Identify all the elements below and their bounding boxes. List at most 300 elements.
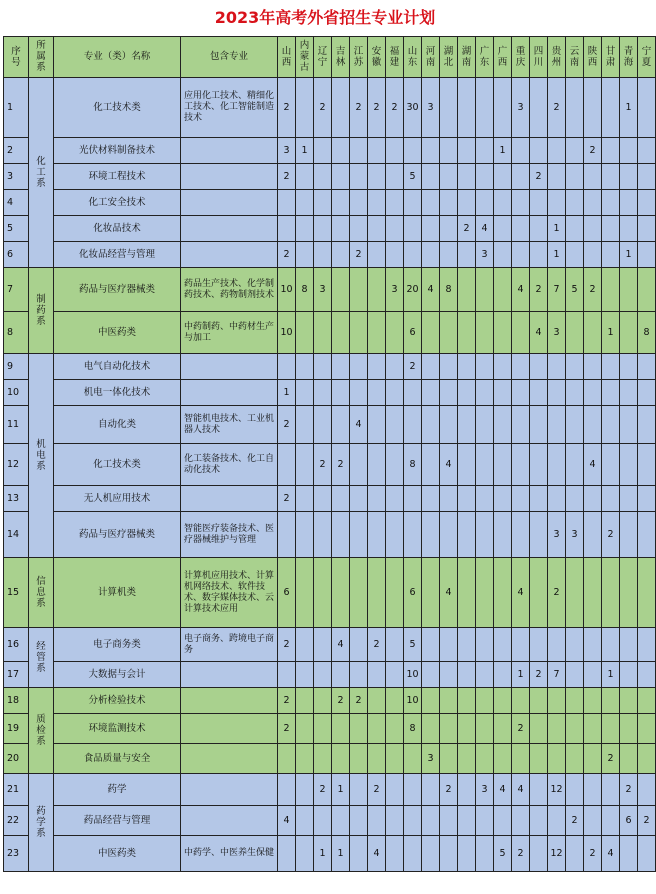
quota-cell <box>368 512 386 558</box>
quota-cell <box>296 406 314 444</box>
quota-cell <box>566 242 584 268</box>
header-seq <box>4 37 29 78</box>
quota-cell <box>584 688 602 714</box>
quota-cell: 10 <box>404 688 422 714</box>
header-province <box>620 37 638 78</box>
quota-cell <box>512 806 530 836</box>
quota-cell <box>620 354 638 380</box>
quota-cell <box>512 354 530 380</box>
quota-cell <box>350 486 368 512</box>
quota-cell <box>440 512 458 558</box>
row-includes <box>181 190 278 216</box>
quota-cell: 6 <box>278 558 296 628</box>
quota-cell <box>638 486 656 512</box>
quota-cell <box>422 774 440 806</box>
quota-cell: 3 <box>314 268 332 312</box>
quota-cell <box>332 558 350 628</box>
quota-cell <box>404 380 422 406</box>
quota-cell <box>368 164 386 190</box>
quota-cell <box>296 806 314 836</box>
row-includes: 电子商务、跨境电子商务 <box>181 628 278 662</box>
quota-cell <box>476 268 494 312</box>
quota-cell <box>404 138 422 164</box>
quota-cell: 1 <box>620 78 638 138</box>
dept-cell <box>29 558 54 628</box>
quota-cell: 4 <box>332 628 350 662</box>
vertical-text: 山西 <box>281 45 292 68</box>
table-row <box>4 138 656 164</box>
quota-cell <box>332 512 350 558</box>
table-row <box>4 242 656 268</box>
header-province <box>548 37 566 78</box>
quota-cell <box>422 714 440 744</box>
quota-cell <box>620 688 638 714</box>
quota-cell <box>332 164 350 190</box>
quota-cell <box>314 688 332 714</box>
quota-cell <box>386 662 404 688</box>
quota-cell <box>350 268 368 312</box>
quota-cell: 7 <box>548 268 566 312</box>
header-province <box>458 37 476 78</box>
table-row <box>4 714 656 744</box>
quota-cell: 30 <box>404 78 422 138</box>
dept-cell <box>29 688 54 774</box>
quota-cell: 3 <box>386 268 404 312</box>
quota-cell <box>584 486 602 512</box>
quota-cell: 1 <box>620 242 638 268</box>
quota-cell <box>332 138 350 164</box>
quota-cell <box>332 714 350 744</box>
quota-cell <box>296 242 314 268</box>
quota-cell <box>458 354 476 380</box>
quota-cell <box>566 774 584 806</box>
quota-cell <box>548 688 566 714</box>
quota-cell: 2 <box>458 216 476 242</box>
quota-cell: 2 <box>278 242 296 268</box>
quota-cell <box>566 714 584 744</box>
quota-cell <box>386 138 404 164</box>
quota-cell <box>404 744 422 774</box>
quota-cell <box>530 512 548 558</box>
quota-cell <box>512 744 530 774</box>
quota-cell: 2 <box>638 806 656 836</box>
table-row <box>4 774 656 806</box>
quota-cell <box>566 164 584 190</box>
quota-cell <box>530 774 548 806</box>
quota-cell <box>440 312 458 354</box>
quota-cell <box>332 312 350 354</box>
quota-cell <box>638 836 656 872</box>
quota-cell <box>368 558 386 628</box>
quota-cell <box>638 406 656 444</box>
quota-cell <box>566 628 584 662</box>
row-major: 电气自动化技术 <box>54 354 181 380</box>
quota-cell: 4 <box>368 836 386 872</box>
quota-cell <box>440 190 458 216</box>
quota-cell <box>494 744 512 774</box>
vertical-text: 贵州 <box>551 45 562 68</box>
header-province <box>602 37 620 78</box>
row-seq: 1 <box>4 78 29 138</box>
quota-cell <box>476 714 494 744</box>
quota-cell <box>314 662 332 688</box>
quota-cell <box>440 486 458 512</box>
quota-cell: 1 <box>332 774 350 806</box>
quota-cell <box>548 806 566 836</box>
quota-cell <box>512 380 530 406</box>
quota-cell <box>296 444 314 486</box>
row-includes <box>181 138 278 164</box>
quota-cell: 4 <box>476 216 494 242</box>
table-row <box>4 662 656 688</box>
quota-cell: 2 <box>278 628 296 662</box>
row-major: 化妆品经营与管理 <box>54 242 181 268</box>
row-seq: 3 <box>4 164 29 190</box>
quota-cell <box>458 406 476 444</box>
header-province <box>386 37 404 78</box>
row-major: 药学 <box>54 774 181 806</box>
quota-cell <box>638 628 656 662</box>
quota-cell <box>404 512 422 558</box>
quota-cell <box>566 486 584 512</box>
quota-cell <box>332 78 350 138</box>
quota-cell <box>350 216 368 242</box>
quota-cell <box>476 444 494 486</box>
quota-cell: 2 <box>314 774 332 806</box>
header-province <box>440 37 458 78</box>
quota-cell <box>458 190 476 216</box>
row-seq: 23 <box>4 836 29 872</box>
vertical-text: 云南 <box>569 45 580 68</box>
quota-cell: 2 <box>530 268 548 312</box>
quota-cell <box>512 512 530 558</box>
header-province <box>350 37 368 78</box>
quota-cell <box>566 444 584 486</box>
quota-cell <box>386 774 404 806</box>
quota-cell <box>422 312 440 354</box>
row-includes <box>181 242 278 268</box>
quota-cell <box>368 744 386 774</box>
quota-cell: 2 <box>530 164 548 190</box>
quota-cell: 3 <box>548 312 566 354</box>
row-major: 环境工程技术 <box>54 164 181 190</box>
quota-cell <box>602 774 620 806</box>
quota-cell <box>620 714 638 744</box>
vertical-text: 机电系 <box>36 438 46 472</box>
quota-cell: 3 <box>548 512 566 558</box>
quota-cell <box>332 354 350 380</box>
quota-cell <box>494 558 512 628</box>
quota-cell <box>548 714 566 744</box>
quota-cell: 3 <box>476 774 494 806</box>
quota-cell <box>314 512 332 558</box>
quota-cell <box>350 354 368 380</box>
row-includes: 中药制药、中药材生产与加工 <box>181 312 278 354</box>
header-province <box>530 37 548 78</box>
quota-cell: 10 <box>404 662 422 688</box>
quota-cell <box>620 444 638 486</box>
header-province <box>332 37 350 78</box>
quota-cell <box>494 486 512 512</box>
quota-cell: 1 <box>296 138 314 164</box>
table-row <box>4 354 656 380</box>
quota-cell <box>602 406 620 444</box>
quota-cell <box>476 406 494 444</box>
quota-cell <box>422 836 440 872</box>
quota-cell <box>404 216 422 242</box>
quota-cell <box>602 688 620 714</box>
quota-cell <box>602 190 620 216</box>
row-major: 化妆品技术 <box>54 216 181 242</box>
quota-cell <box>422 242 440 268</box>
dept-cell <box>29 354 54 558</box>
quota-cell <box>566 836 584 872</box>
header-province <box>494 37 512 78</box>
quota-cell <box>404 806 422 836</box>
quota-cell: 3 <box>566 512 584 558</box>
quota-cell <box>314 806 332 836</box>
quota-cell <box>584 216 602 242</box>
row-seq: 19 <box>4 714 29 744</box>
vertical-text: 广东 <box>479 45 490 68</box>
quota-cell: 1 <box>494 138 512 164</box>
vertical-text: 青海 <box>623 45 634 68</box>
quota-cell <box>494 216 512 242</box>
quota-cell <box>404 774 422 806</box>
quota-cell <box>620 744 638 774</box>
quota-cell: 2 <box>548 78 566 138</box>
quota-cell <box>386 512 404 558</box>
header-province <box>584 37 602 78</box>
quota-cell <box>638 444 656 486</box>
row-major: 药品与医疗器械类 <box>54 268 181 312</box>
quota-cell <box>296 744 314 774</box>
quota-cell <box>530 628 548 662</box>
quota-cell <box>602 486 620 512</box>
quota-cell <box>422 662 440 688</box>
quota-cell: 4 <box>440 558 458 628</box>
quota-cell <box>422 190 440 216</box>
quota-cell: 3 <box>422 78 440 138</box>
quota-cell <box>476 512 494 558</box>
quota-cell <box>602 558 620 628</box>
quota-cell <box>386 688 404 714</box>
quota-cell <box>494 242 512 268</box>
vertical-text: 甘肃 <box>605 45 616 68</box>
quota-cell <box>620 190 638 216</box>
vertical-text: 山东 <box>407 45 418 68</box>
header-province <box>314 37 332 78</box>
table-row <box>4 164 656 190</box>
quota-cell: 1 <box>332 836 350 872</box>
quota-cell <box>422 380 440 406</box>
quota-cell <box>440 744 458 774</box>
quota-cell <box>314 628 332 662</box>
quota-cell: 3 <box>512 78 530 138</box>
quota-cell <box>512 138 530 164</box>
quota-cell <box>602 216 620 242</box>
quota-cell <box>494 268 512 312</box>
quota-cell <box>368 714 386 744</box>
quota-cell <box>512 444 530 486</box>
quota-cell <box>278 444 296 486</box>
quota-cell <box>458 688 476 714</box>
quota-cell <box>530 78 548 138</box>
vertical-text: 辽宁 <box>317 45 328 68</box>
row-major: 光伏材料制备技术 <box>54 138 181 164</box>
row-major: 药品经营与管理 <box>54 806 181 836</box>
quota-cell: 1 <box>548 242 566 268</box>
page-title: 2023年高考外省招生专业计划 <box>214 8 436 27</box>
quota-cell <box>422 486 440 512</box>
row-major: 大数据与会计 <box>54 662 181 688</box>
quota-cell <box>440 688 458 714</box>
quota-cell <box>548 380 566 406</box>
quota-cell <box>566 406 584 444</box>
quota-cell <box>314 714 332 744</box>
quota-cell: 2 <box>602 744 620 774</box>
quota-cell <box>620 406 638 444</box>
header-province <box>296 37 314 78</box>
quota-cell <box>332 268 350 312</box>
row-major: 食品质量与安全 <box>54 744 181 774</box>
quota-cell <box>296 164 314 190</box>
quota-cell: 2 <box>512 836 530 872</box>
quota-cell <box>458 138 476 164</box>
quota-cell <box>566 354 584 380</box>
quota-cell: 4 <box>494 774 512 806</box>
quota-cell <box>314 190 332 216</box>
quota-cell <box>332 380 350 406</box>
quota-cell <box>638 774 656 806</box>
quota-cell <box>350 312 368 354</box>
quota-cell <box>368 190 386 216</box>
quota-cell: 5 <box>566 268 584 312</box>
vertical-text: 广西 <box>497 45 508 68</box>
quota-cell <box>530 714 548 744</box>
quota-cell <box>332 216 350 242</box>
quota-cell <box>530 354 548 380</box>
quota-cell <box>530 406 548 444</box>
quota-cell: 2 <box>530 662 548 688</box>
quota-cell <box>368 806 386 836</box>
row-includes: 智能医疗装备技术、医疗器械维护与管理 <box>181 512 278 558</box>
quota-cell <box>386 836 404 872</box>
quota-cell <box>584 78 602 138</box>
quota-cell <box>476 78 494 138</box>
header-province <box>368 37 386 78</box>
quota-cell: 6 <box>404 558 422 628</box>
quota-cell: 2 <box>602 512 620 558</box>
table-row <box>4 836 656 872</box>
header-province <box>638 37 656 78</box>
quota-cell <box>548 486 566 512</box>
quota-cell <box>584 190 602 216</box>
quota-cell: 2 <box>386 78 404 138</box>
quota-cell <box>386 216 404 242</box>
quota-cell: 2 <box>512 714 530 744</box>
table-row <box>4 380 656 406</box>
quota-cell <box>530 744 548 774</box>
quota-cell <box>350 836 368 872</box>
quota-cell <box>584 512 602 558</box>
quota-cell <box>512 312 530 354</box>
row-seq: 2 <box>4 138 29 164</box>
quota-cell <box>278 216 296 242</box>
header-includes: 包含专业 <box>181 37 278 78</box>
quota-cell <box>386 312 404 354</box>
quota-cell <box>350 714 368 744</box>
quota-cell <box>494 628 512 662</box>
quota-cell: 4 <box>512 268 530 312</box>
quota-cell <box>584 806 602 836</box>
quota-cell: 8 <box>296 268 314 312</box>
quota-cell <box>602 268 620 312</box>
header-province <box>422 37 440 78</box>
vertical-text: 所属系 <box>36 40 46 73</box>
quota-cell <box>350 190 368 216</box>
quota-cell <box>422 406 440 444</box>
quota-cell <box>494 312 512 354</box>
quota-cell <box>548 354 566 380</box>
quota-cell <box>638 216 656 242</box>
table-row <box>4 190 656 216</box>
quota-cell: 2 <box>566 806 584 836</box>
quota-cell <box>602 164 620 190</box>
quota-cell <box>512 628 530 662</box>
quota-cell <box>422 806 440 836</box>
quota-cell <box>314 242 332 268</box>
quota-cell <box>368 406 386 444</box>
quota-cell <box>584 380 602 406</box>
quota-cell <box>494 806 512 836</box>
vertical-text: 陕西 <box>587 45 598 68</box>
quota-cell <box>422 628 440 662</box>
vertical-text: 制药系 <box>36 293 46 327</box>
row-major: 化工技术类 <box>54 78 181 138</box>
quota-cell <box>476 380 494 406</box>
row-seq: 18 <box>4 688 29 714</box>
quota-cell <box>458 836 476 872</box>
row-seq: 17 <box>4 662 29 688</box>
row-includes <box>181 714 278 744</box>
row-includes <box>181 354 278 380</box>
quota-cell <box>566 190 584 216</box>
quota-cell <box>386 242 404 268</box>
quota-cell <box>314 486 332 512</box>
quota-cell <box>494 512 512 558</box>
quota-cell <box>476 836 494 872</box>
quota-cell <box>476 486 494 512</box>
quota-cell <box>368 486 386 512</box>
quota-cell <box>332 662 350 688</box>
quota-cell <box>638 354 656 380</box>
dept-cell <box>29 774 54 872</box>
quota-cell <box>530 190 548 216</box>
quota-cell <box>638 164 656 190</box>
quota-cell <box>368 268 386 312</box>
quota-cell <box>584 354 602 380</box>
quota-cell <box>548 628 566 662</box>
quota-cell <box>512 242 530 268</box>
quota-cell <box>638 714 656 744</box>
quota-cell <box>548 164 566 190</box>
quota-cell <box>440 216 458 242</box>
quota-cell <box>278 354 296 380</box>
row-includes: 化工装备技术、化工自动化技术 <box>181 444 278 486</box>
row-includes <box>181 216 278 242</box>
quota-cell <box>458 558 476 628</box>
